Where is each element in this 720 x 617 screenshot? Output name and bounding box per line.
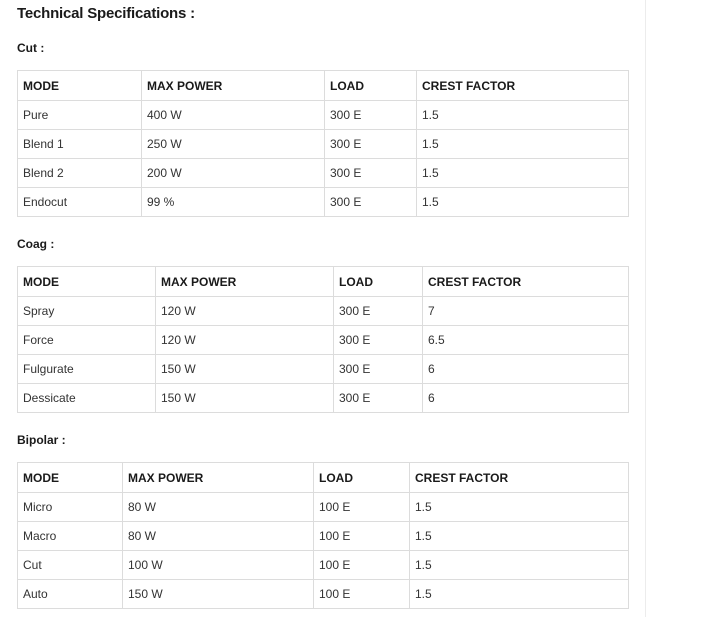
table-row: [18, 522, 629, 551]
cell-mode: Blend 2: [18, 159, 142, 188]
table-row: [18, 551, 629, 580]
section-label-coag: Coag :: [17, 237, 55, 251]
cell-crest-factor: 6: [423, 355, 629, 384]
cell-mode: Endocut: [18, 188, 142, 217]
cell-crest-factor: 7: [423, 297, 629, 326]
table-header-row: [18, 463, 629, 493]
column-header: MAX POWER: [142, 71, 325, 101]
cell-mode: Cut: [18, 551, 123, 580]
cell-max-power: 200 W: [142, 159, 325, 188]
cell-mode: Micro: [18, 493, 123, 522]
cell-crest-factor: 1.5: [410, 493, 629, 522]
column-header: MODE: [18, 71, 142, 101]
table-row: [18, 384, 629, 413]
table-row: [18, 326, 629, 355]
cell-mode: Force: [18, 326, 156, 355]
column-header: MAX POWER: [156, 267, 334, 297]
cell-max-power: 150 W: [156, 355, 334, 384]
cell-crest-factor: 1.5: [410, 580, 629, 609]
cell-load: 300 E: [325, 159, 417, 188]
table-row: [18, 159, 629, 188]
column-header: MODE: [18, 267, 156, 297]
cell-crest-factor: 1.5: [417, 101, 629, 130]
cell-crest-factor: 1.5: [417, 130, 629, 159]
cell-crest-factor: 1.5: [417, 159, 629, 188]
cell-load: 100 E: [314, 493, 410, 522]
column-header: MAX POWER: [123, 463, 314, 493]
column-header: CREST FACTOR: [423, 267, 629, 297]
cell-max-power: 80 W: [123, 493, 314, 522]
section-label-cut: Cut :: [17, 41, 45, 55]
cell-load: 300 E: [325, 188, 417, 217]
column-header: LOAD: [325, 71, 417, 101]
cell-mode: Pure: [18, 101, 142, 130]
table-header-row: [18, 71, 629, 101]
table-row: [18, 493, 629, 522]
cell-load: 300 E: [334, 297, 423, 326]
cell-max-power: 120 W: [156, 326, 334, 355]
cell-max-power: 250 W: [142, 130, 325, 159]
cell-max-power: 99 %: [142, 188, 325, 217]
cell-crest-factor: 1.5: [417, 188, 629, 217]
bipolar-table: [17, 462, 629, 609]
cell-crest-factor: 6: [423, 384, 629, 413]
cell-load: 300 E: [334, 355, 423, 384]
cell-crest-factor: 6.5: [423, 326, 629, 355]
cell-mode: Dessicate: [18, 384, 156, 413]
cell-max-power: 100 W: [123, 551, 314, 580]
cell-load: 300 E: [325, 101, 417, 130]
table-row: [18, 297, 629, 326]
cut-table: [17, 70, 629, 217]
cell-mode: Macro: [18, 522, 123, 551]
cell-load: 100 E: [314, 551, 410, 580]
cell-load: 300 E: [334, 384, 423, 413]
table-row: [18, 130, 629, 159]
cell-mode: Fulgurate: [18, 355, 156, 384]
cell-mode: Spray: [18, 297, 156, 326]
table-row: [18, 188, 629, 217]
column-header: CREST FACTOR: [410, 463, 629, 493]
cell-crest-factor: 1.5: [410, 522, 629, 551]
page-title: Technical Specifications :: [17, 5, 195, 22]
cell-load: 100 E: [314, 522, 410, 551]
column-header: MODE: [18, 463, 123, 493]
table-header-row: [18, 267, 629, 297]
cell-max-power: 80 W: [123, 522, 314, 551]
cell-max-power: 400 W: [142, 101, 325, 130]
section-label-bipolar: Bipolar :: [17, 433, 66, 447]
cell-mode: Blend 1: [18, 130, 142, 159]
cell-load: 300 E: [325, 130, 417, 159]
coag-table: [17, 266, 629, 413]
table-row: [18, 580, 629, 609]
cell-max-power: 150 W: [123, 580, 314, 609]
cell-load: 100 E: [314, 580, 410, 609]
column-header: LOAD: [334, 267, 423, 297]
cell-mode: Auto: [18, 580, 123, 609]
cell-crest-factor: 1.5: [410, 551, 629, 580]
column-header: LOAD: [314, 463, 410, 493]
column-header: CREST FACTOR: [417, 71, 629, 101]
table-row: [18, 355, 629, 384]
cell-load: 300 E: [334, 326, 423, 355]
cell-max-power: 150 W: [156, 384, 334, 413]
cell-max-power: 120 W: [156, 297, 334, 326]
table-row: [18, 101, 629, 130]
